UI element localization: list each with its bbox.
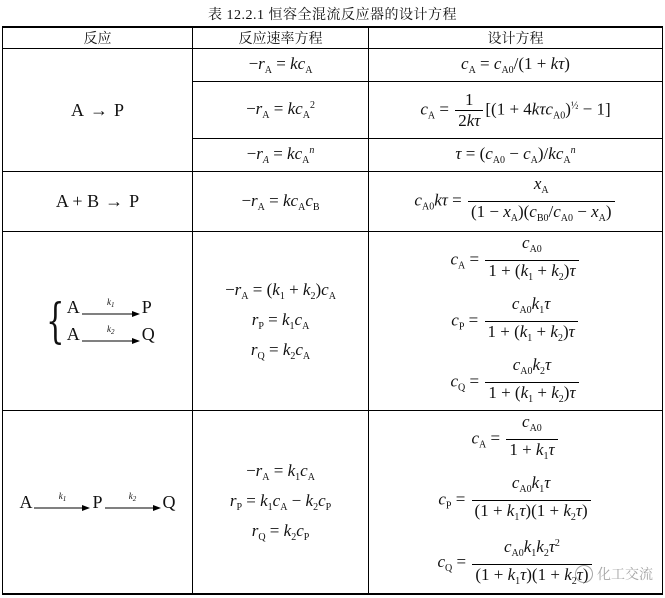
k2-label: $k_2$	[107, 323, 115, 336]
table-row	[3, 411, 663, 595]
design-parallel: $c_A$ = $\frac{c_{A0}}{1 + (k_1 + k_2)\tau}$ $c_P$ = $\frac{c_{A0}k_1\tau}{1 + (k_1 + k_2)\tau}$ $c_Q$ = $\frac{c_{A0}k_2\tau}{1 + (k_1 + k_2)\tau}$	[369, 232, 663, 411]
reaction-formula: A + B → P	[55, 191, 140, 211]
design-nth-order: $\tau = (c_{A0} - c_A)/kc_A^n$	[369, 139, 663, 172]
k1-label: $k_1$	[107, 296, 115, 309]
header-rate: 反应速率方程	[193, 27, 369, 49]
table-row	[3, 172, 663, 232]
header-design: 设计方程	[369, 27, 663, 49]
reaction-series: A $k_1$ P $k_2$ Q	[3, 411, 193, 595]
header-reaction: 反应	[3, 27, 193, 49]
rate-series: $-r_A = k_1c_A$ $r_P = k_1c_A - k_2c_P$ $r_Q = k_2c_P$	[193, 411, 369, 595]
rate-bimolecular: $-r_A = kc_Ac_B$	[193, 172, 369, 232]
reaction-a-to-p	[3, 49, 193, 172]
watermark	[575, 564, 653, 584]
rate-second-order: $-r_A = kc_A^2$	[193, 82, 369, 139]
brace-symbol: {	[46, 293, 65, 349]
arrow-icon	[105, 504, 161, 512]
rate-nth-order: $-r_A = kc_A^n$	[193, 139, 369, 172]
wechat-logo-icon	[575, 565, 593, 583]
design-second-order: $c_A$ = $\frac{1}{2k\tau}$ $[(1 + 4k\tau c_{A0})^{\frac{1}{2}} - 1]$	[369, 82, 663, 139]
design-bimolecular: $c_{A0}k\tau$ = $\frac{x_A}{(1 - x_A)(c_{B0}/c_{A0} - x_A)}$	[369, 172, 663, 232]
header-row	[3, 27, 663, 49]
rate-parallel: $-r_A = (k_1 + k_2)c_A$ $r_P = k_1c_A$ $r_Q = k_2c_A$	[193, 232, 369, 411]
reaction-formula: A → P	[70, 99, 124, 120]
table-row	[3, 232, 663, 411]
watermark-text: 化工交流	[597, 567, 653, 583]
design-first-order: $c_A = c_{A0}/(1 + k\tau)$	[369, 49, 663, 82]
arrow-icon	[82, 337, 140, 345]
design-series: $c_A$ = $\frac{c_{A0}}{1 + k_1\tau}$ $c_P$ = $\frac{c_{A0}k_1\tau}{(1 + k_1\tau)(1 + k_2\tau)}$ $c_Q$ = $\frac{c_{A0}k_1k_2\tau^2}{(1 + k_1\tau)(1 + k_2\tau)}$	[369, 411, 663, 595]
rate-first-order: $-r_A = kc_A$	[193, 49, 369, 82]
reaction-a-plus-b	[3, 172, 193, 232]
reaction-parallel: { A $k_1$ P A $k_2$ Q	[3, 232, 193, 411]
table-title: 表 12.2.1 恒容全混流反应器的设计方程	[208, 8, 457, 23]
k1-label: $k_1$	[58, 491, 67, 503]
arrow-icon	[34, 504, 90, 512]
k2-label: $k_2$	[128, 491, 137, 503]
design-equation-table	[2, 26, 663, 595]
arrow-icon	[82, 310, 140, 318]
table-row	[3, 49, 663, 82]
